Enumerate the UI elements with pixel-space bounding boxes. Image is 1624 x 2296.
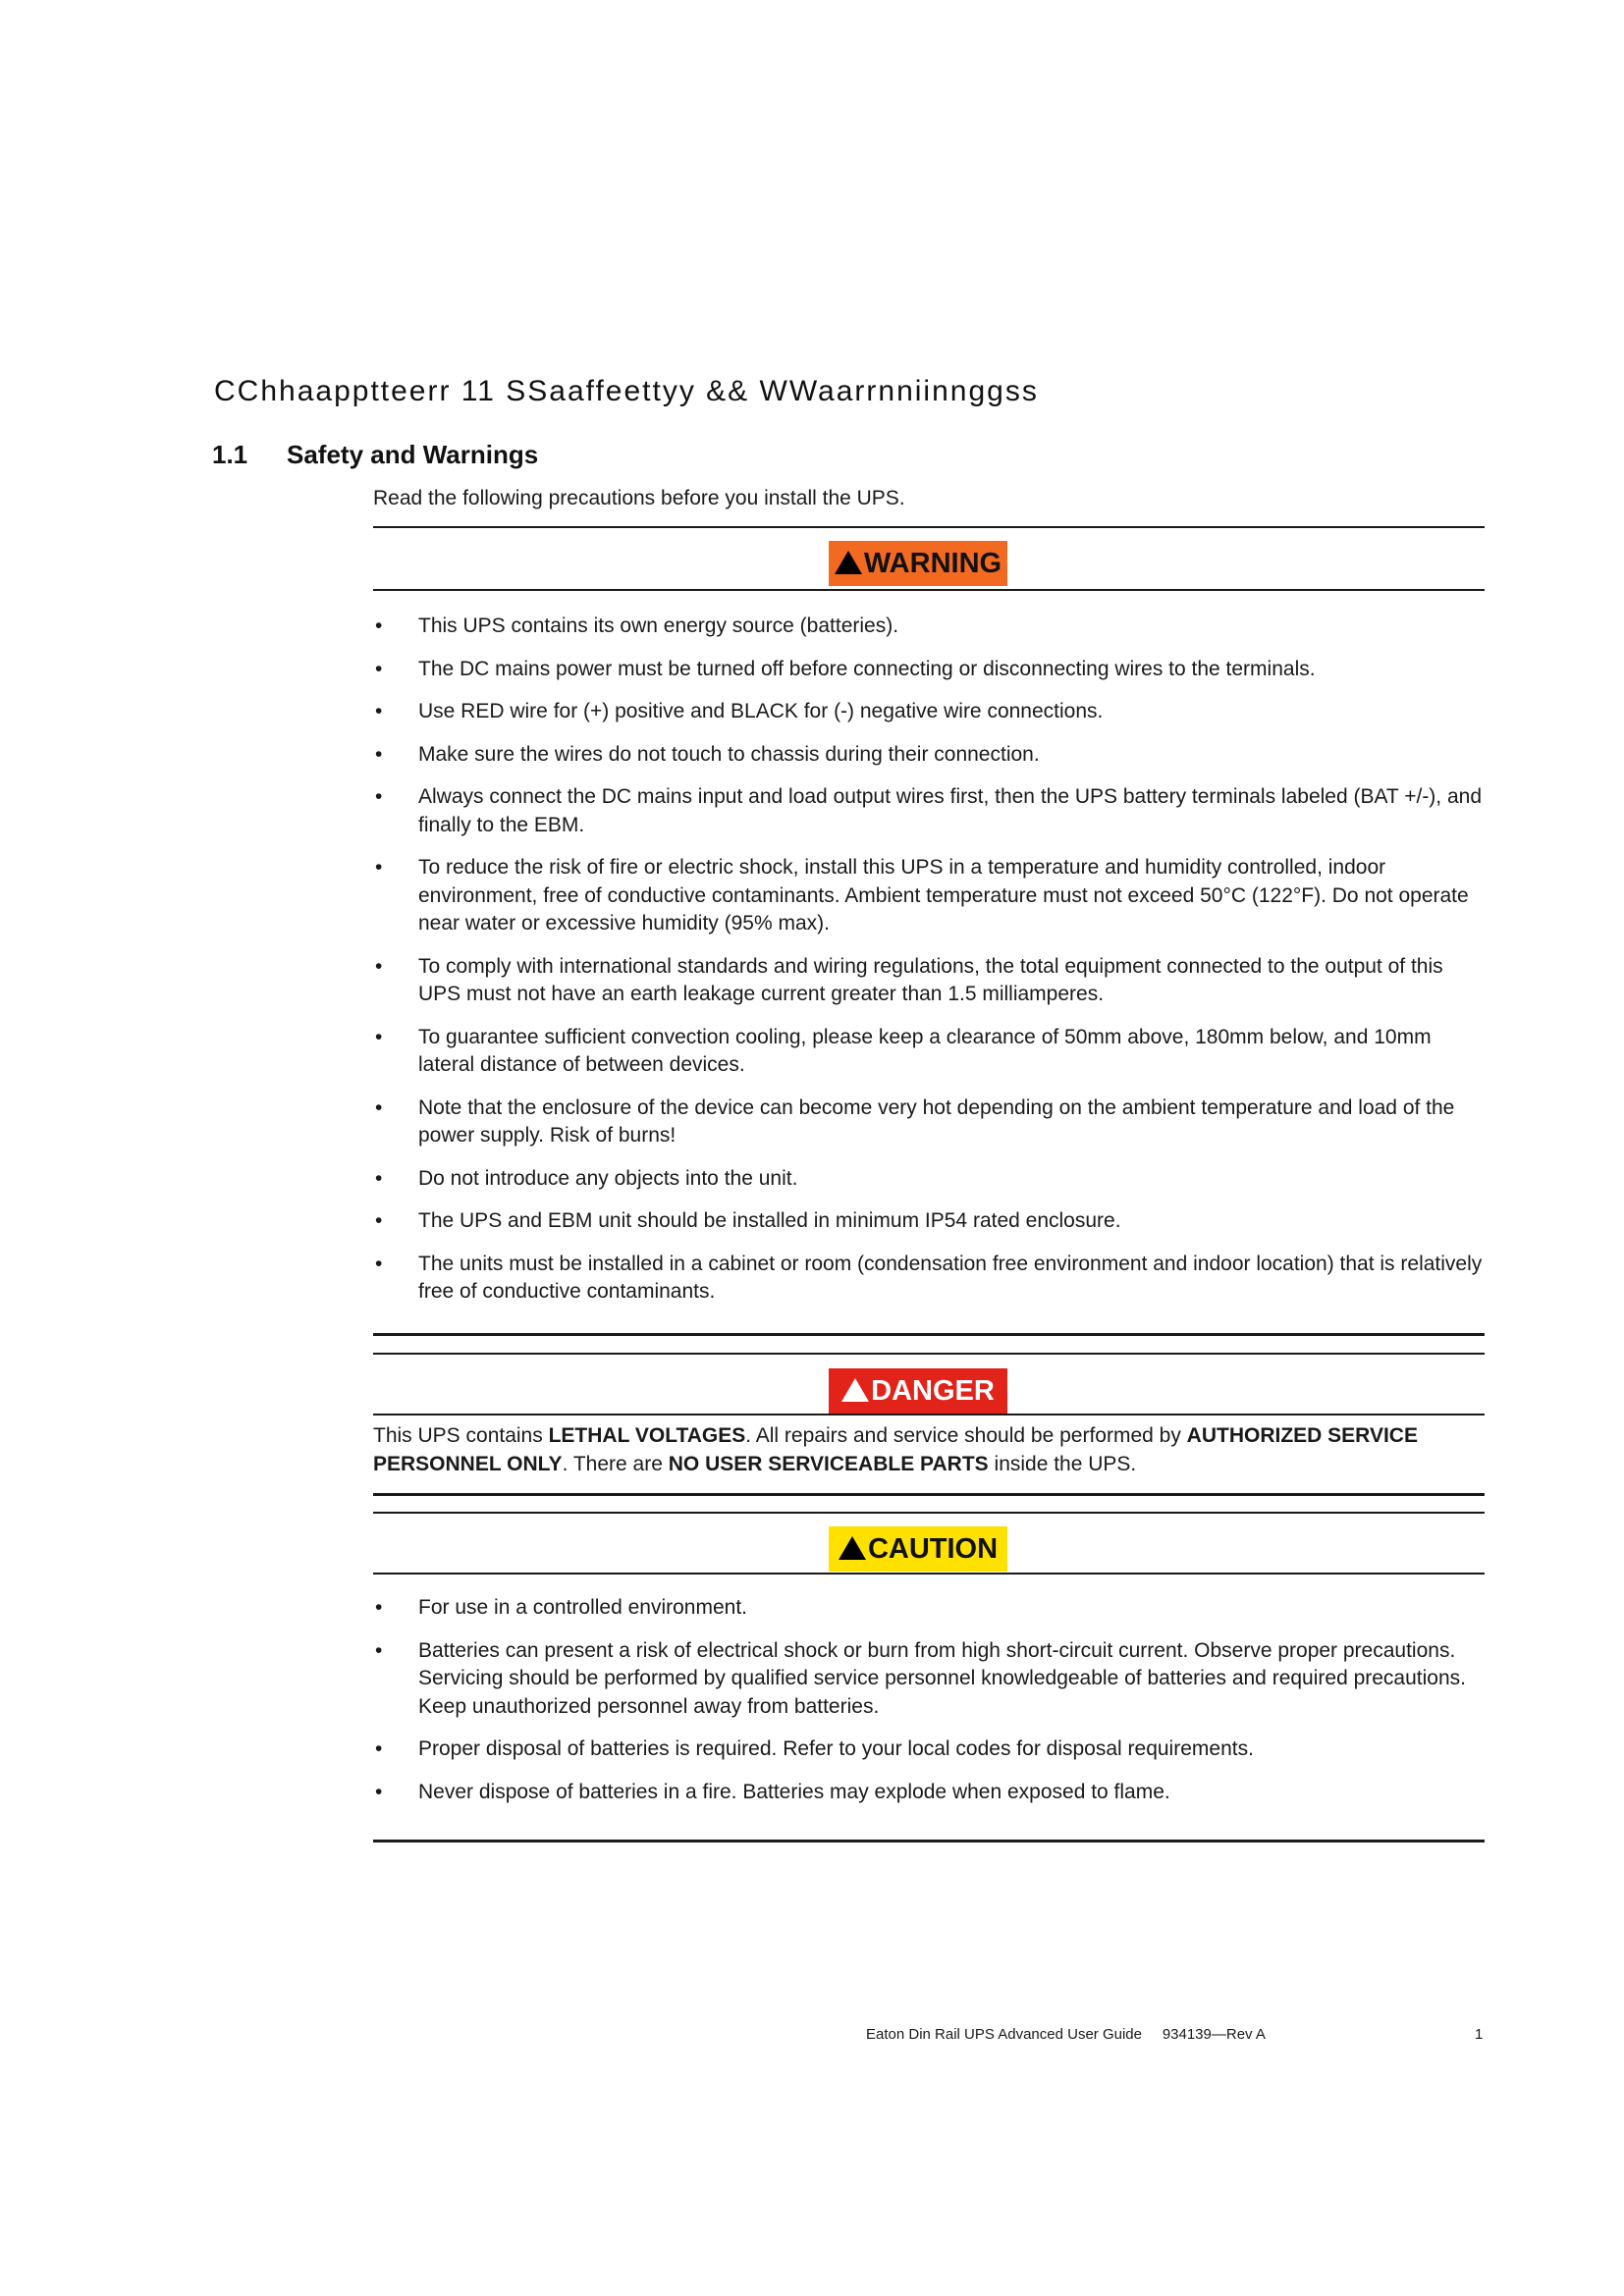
list-item: • Never dispose of batteries in a fire. Batteries may explode when exposed to flame.	[373, 1779, 1489, 1807]
divider	[373, 1512, 1485, 1514]
divider	[373, 526, 1485, 528]
list-item: • This UPS contains its own energy source (batteries).	[373, 613, 1489, 641]
list-item: • Batteries can present a risk of electrical shock or burn from high short-circuit current. Observe proper precautions. Servicing should be performed by qualified service personnel knowledgeable of batteries and required precautions. Keep unauthorized personnel away from batteries.	[373, 1637, 1489, 1722]
danger-text-bold: NO USER SERVICEABLE PARTS	[668, 1452, 989, 1475]
divider	[373, 589, 1485, 591]
caution-triangle-icon	[839, 1536, 866, 1560]
footer-guide-title: Eaton Din Rail UPS Advanced User Guide 934139—Rev A	[866, 2026, 1266, 2043]
danger-text-part: inside the UPS.	[988, 1452, 1137, 1475]
divider	[373, 1414, 1485, 1415]
warning-list	[373, 613, 1489, 1307]
page-number: 1	[1475, 2026, 1484, 2043]
divider	[373, 1493, 1485, 1496]
intro-text: Read the following precautions before you install the UPS.	[373, 487, 905, 509]
list-item: • The DC mains power must be turned off before connecting or disconnecting wires to the terminals.	[373, 656, 1489, 684]
warning-triangle-icon	[835, 551, 862, 574]
danger-badge	[829, 1368, 1007, 1414]
divider	[373, 1333, 1485, 1336]
danger-text-part: This UPS contains	[373, 1424, 549, 1447]
danger-text-part: . There are	[562, 1452, 669, 1475]
list-item: • To reduce the risk of fire or electric shock, install this UPS in a temperature and humidity controlled, indoor environment, free of conductive contaminants. Ambient temperature must not exceed 50°C (122°F). Do not operate near water or excessive humidity (95% max).	[373, 854, 1489, 938]
warning-badge	[829, 541, 1007, 586]
section-heading	[212, 440, 538, 470]
divider	[373, 1573, 1485, 1575]
danger-text	[373, 1422, 1483, 1478]
list-item: • The UPS and EBM unit should be installed in minimum IP54 rated enclosure.	[373, 1207, 1489, 1236]
list-item: • Always connect the DC mains input and load output wires first, then the UPS battery terminals labeled (BAT +/-), and finally to the EBM.	[373, 783, 1489, 839]
danger-label: DANGER	[871, 1375, 995, 1407]
list-item: • Make sure the wires do not touch to chassis during their connection.	[373, 741, 1489, 770]
caution-badge	[829, 1526, 1007, 1572]
caution-list	[373, 1594, 1489, 1806]
list-item: • Note that the enclosure of the device can become very hot depending on the ambient temperature and load of the power supply. Risk of burns!	[373, 1095, 1489, 1150]
list-item: • To comply with international standards and wiring regulations, the total equipment connected to the output of this UPS must not have an earth leakage current greater than 1.5 milliamperes.	[373, 953, 1489, 1009]
section-title: Safety and Warnings	[287, 440, 539, 469]
warning-label: WARNING	[863, 548, 1002, 579]
divider	[373, 1840, 1485, 1842]
list-item: • Use RED wire for (+) positive and BLACK for (-) negative wire connections.	[373, 698, 1489, 726]
danger-text-bold: LETHAL VOLTAGES	[548, 1424, 746, 1447]
list-item: • Do not introduce any objects into the unit.	[373, 1165, 1489, 1194]
danger-text-part: . All repairs and service should be performed by	[745, 1424, 1187, 1447]
chapter-title: CChhaapptteerr 11 SSaaffeettyy && WWaarrnniinnggss	[214, 375, 1039, 407]
list-item: • The units must be installed in a cabinet or room (condensation free environment and indoor location) that is relatively free of conductive contaminants.	[373, 1251, 1489, 1307]
list-item: • Proper disposal of batteries is required. Refer to your local codes for disposal requirements.	[373, 1735, 1489, 1764]
caution-label: CAUTION	[867, 1533, 999, 1565]
divider	[373, 1353, 1485, 1355]
danger-triangle-icon	[841, 1378, 869, 1402]
list-item: • To guarantee sufficient convection cooling, please keep a clearance of 50mm above, 180mm below, and 10mm lateral distance of between devices.	[373, 1024, 1489, 1080]
danger-text-bold: AUTHORIZED SERVICE PERSONNEL ONLY	[373, 1424, 1418, 1475]
list-item: • For use in a controlled environment.	[373, 1594, 1489, 1623]
section-number: 1.1	[212, 440, 248, 469]
